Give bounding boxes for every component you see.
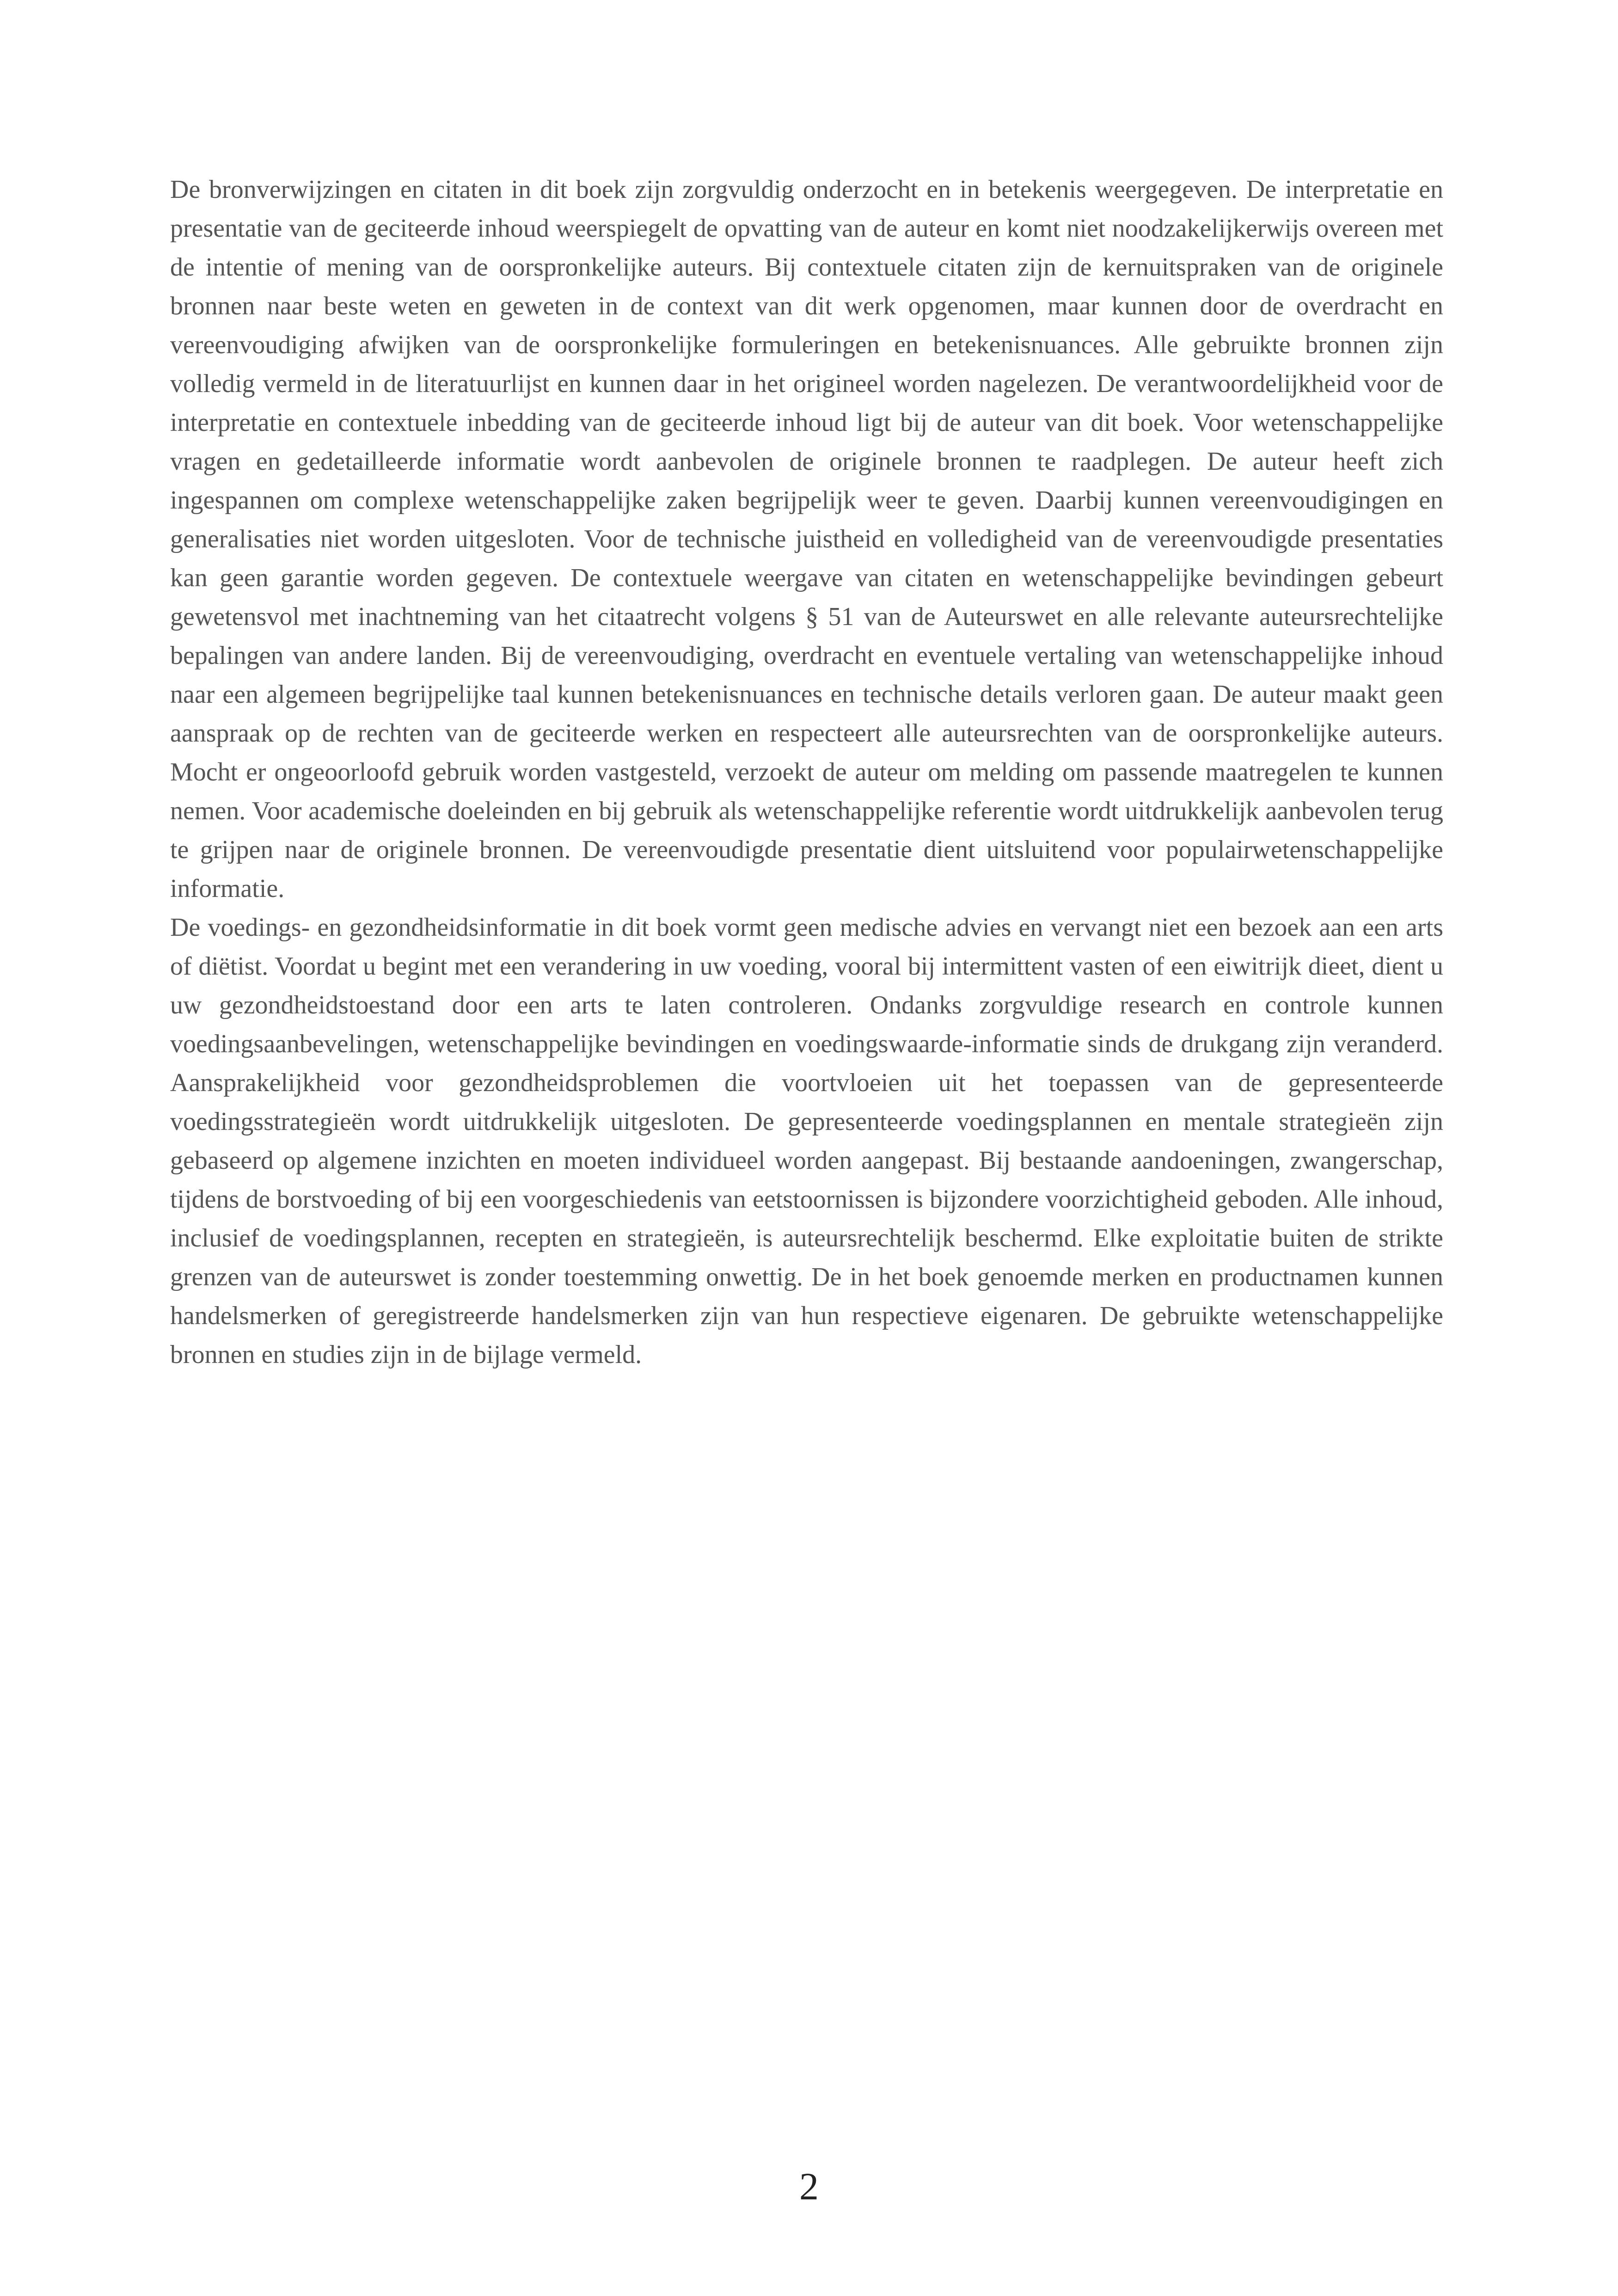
copyright-disclaimer-paragraph: De bronverwijzingen en citaten in dit boek zijn zorgvuldig onderzocht en in betekenis weergegeven. De interpretatie en presentatie van de geciteerde inhoud weerspiegelt de opvatting van de auteur en komt niet noodzakelijkerwijs overeen met de intentie of mening van de oorspronkelijke auteurs. Bij contextuele citaten zijn de kernuitspraken van de originele bronnen naar beste weten en geweten in de context van dit werk opgenomen, maar kunnen door de overdracht en vereenvoudiging afwijken van de oorspronkelijke formuleringen en betekenisnuances. Alle gebruikte bronnen zijn volledig vermeld in de literatuurlijst en kunnen daar in het origineel worden nagelezen. De verantwoordelijkheid voor de interpretatie en contextuele inbedding van de geciteerde inhoud ligt bij de auteur van dit boek. Voor wetenschappelijke vragen en gedetailleerde informatie wordt aanbevolen de originele bronnen te raadplegen. De auteur heeft zich ingespannen om complexe wetenschappelijke zaken begrijpelijk weer te geven. Daarbij kunnen vereenvoudigingen en generalisaties niet worden uitgesloten. Voor de technische juistheid en volledigheid van de vereenvoudigde presentaties kan geen garantie worden gegeven. De contextuele weergave van citaten en wetenschappelijke bevindingen gebeurt gewetensvol met inachtneming van het citaatrecht volgens § 51 van de Auteurswet en alle relevante auteursrechtelijke bepalingen van andere landen. Bij de vereenvoudiging, overdracht en eventuele vertaling van wetenschappelijke inhoud naar een algemeen begrijpelijke taal kunnen betekenisnuances en technische details verloren gaan. De auteur maakt geen aanspraak op de rechten van de geciteerde werken en respecteert alle auteursrechten van de oorspronkelijke auteurs. Mocht er ongeoorloofd gebruik worden vastgesteld, verzoekt de auteur om melding om passende maatregelen te kunnen nemen. Voor academische doeleinden en bij gebruik als wetenschappelijke referentie wordt uitdrukkelijk aanbevolen terug te grijpen naar de originele bronnen. De vereenvoudigde presentatie dient uitsluitend voor populairwetenschappelijke informatie. xyxy=(170,175,1443,903)
health-disclaimer-paragraph: De voedings- en gezondheidsinformatie in dit boek vormt geen medische advies en vervangt niet een bezoek aan een arts of diëtist. Voordat u begint met een verandering in uw voeding, vooral bij intermittent vasten of een eiwitrijk dieet, dient u uw gezondheidstoestand door een arts te laten controleren. Ondanks zorgvuldige research en controle kunnen voedingsaanbevelingen, wetenschappelijke bevindingen en voedingswaarde-informatie sinds de drukgang zijn veranderd. Aansprakelijkheid voor gezondheidsproblemen die voortvloeien uit het toepassen van de gepresenteerde voedingsstrategieën wordt uitdrukkelijk uitgesloten. De gepresenteerde voedingsplannen en mentale strategieën zijn gebaseerd op algemene inzichten en moeten individueel worden aangepast. Bij bestaande aandoeningen, zwangerschap, tijdens de borstvoeding of bij een voorgeschiedenis van eetstoornissen is bijzondere voorzichtigheid geboden. Alle inhoud, inclusief de voedingsplannen, recepten en strategieën, is auteursrechtelijk beschermd. Elke exploitatie buiten de strikte grenzen van de auteurswet is zonder toestemming onwettig. De in het boek genoemde merken en productnamen kunnen handelsmerken of geregistreerde handelsmerken zijn van hun respectieve eigenaren. De gebruikte wetenschappelijke bronnen en studies zijn in de bijlage vermeld. xyxy=(170,913,1443,1369)
disclaimer-text-block xyxy=(170,170,1443,1374)
page-number: 2 xyxy=(799,2165,819,2208)
